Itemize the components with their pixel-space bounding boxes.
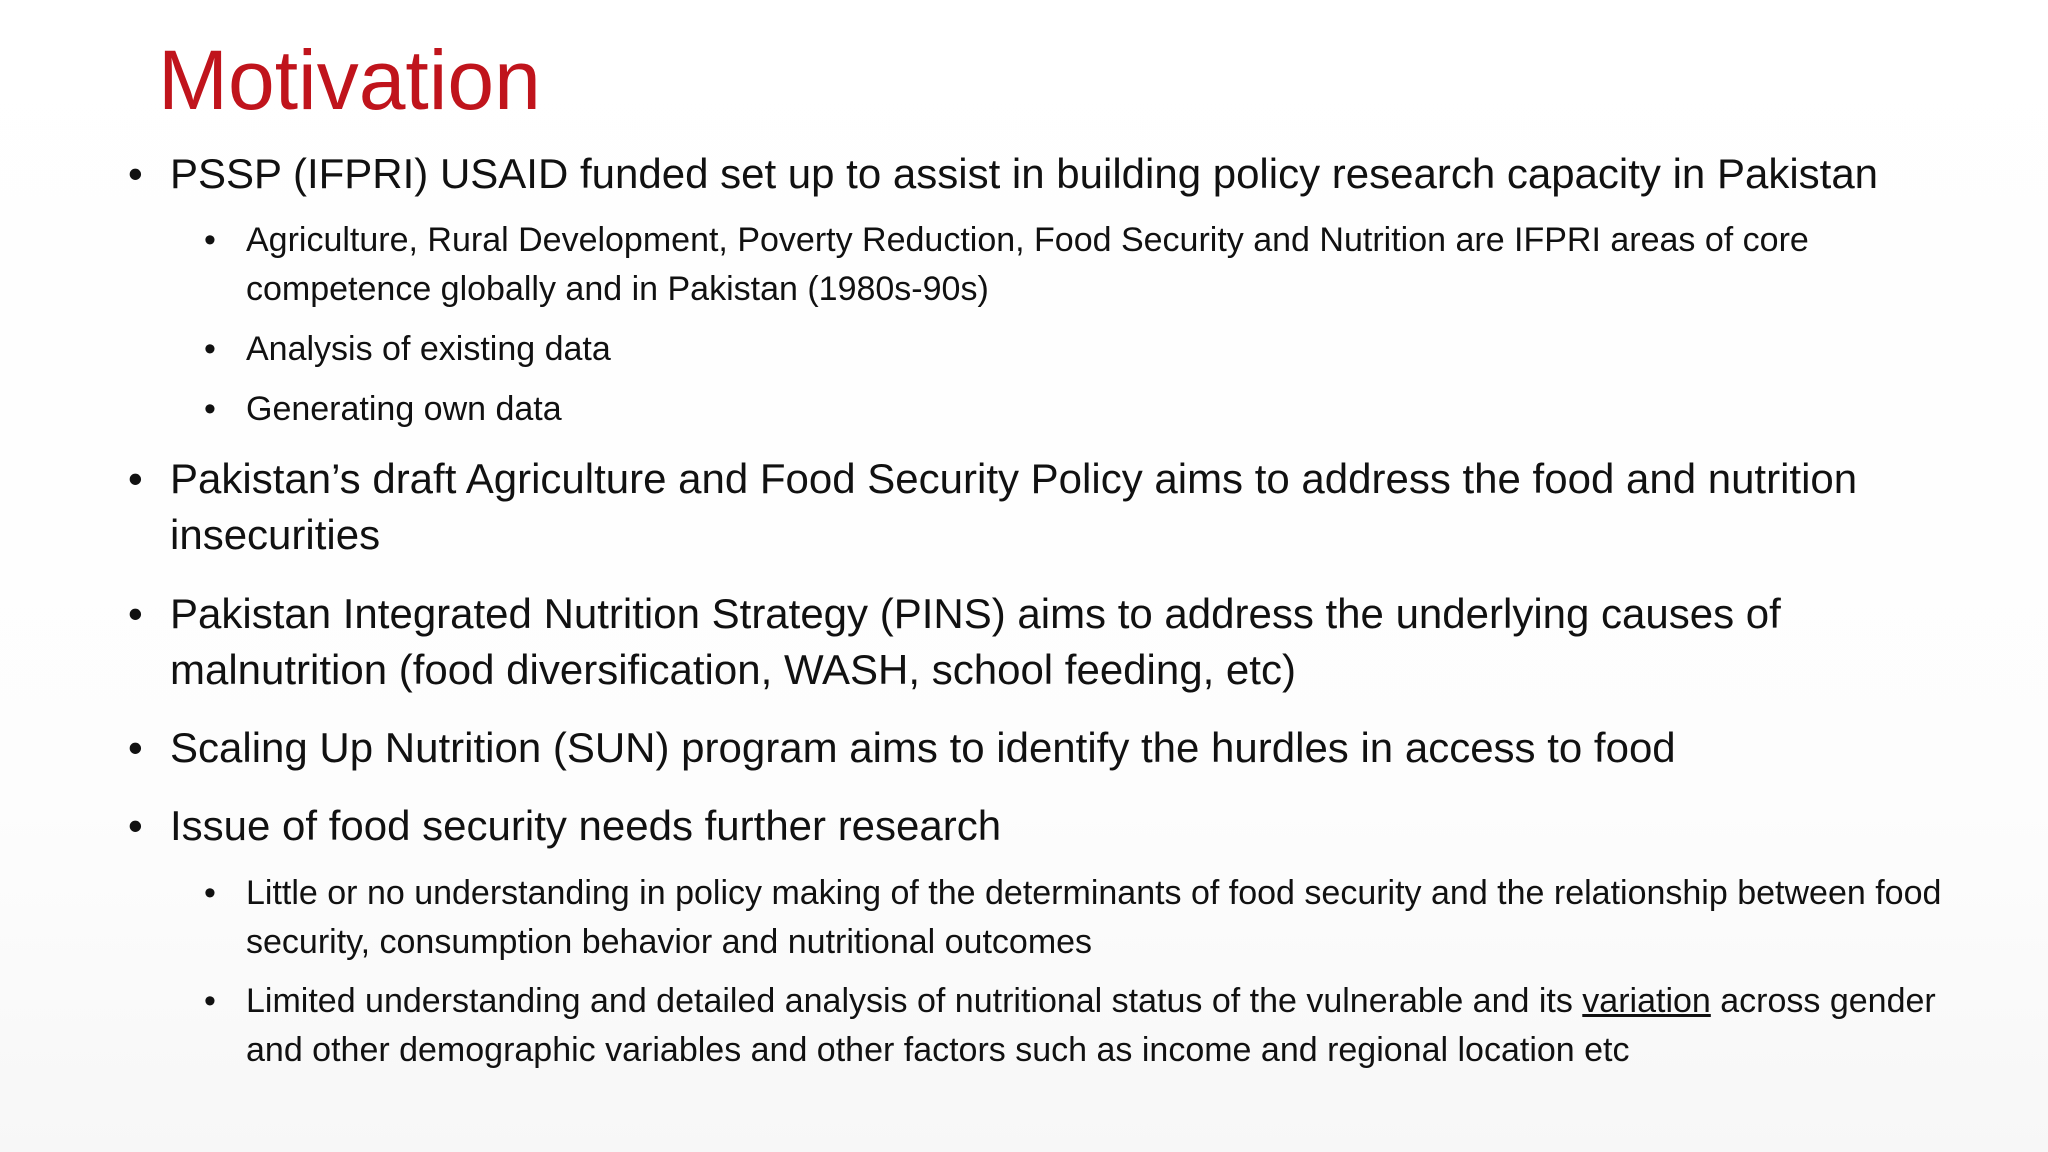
sub-bullet-dot: • [204, 982, 216, 1020]
bullet-sun [128, 720, 1968, 776]
bullet-list [128, 146, 1968, 1075]
bullet-text: Issue of food security needs further research [170, 802, 1002, 849]
sub-bullet-dot: • [204, 874, 216, 912]
bullet-text: PSSP (IFPRI) USAID funded set up to assist in building policy research capacity in Pakistan [170, 150, 1879, 197]
bullet-dot: • [128, 724, 143, 771]
sub-bullet-text: Generating own data [246, 390, 562, 428]
sub-bullet-existing-data [204, 325, 1968, 374]
bullet-dot: • [128, 150, 143, 197]
bullet-dot: • [128, 590, 143, 637]
sub-bullet-variation [204, 977, 1968, 1075]
underlined-word-variation: variation [1582, 982, 1711, 1020]
sub-bullet-dot: • [204, 221, 216, 259]
bullet-pssp [128, 146, 1968, 202]
sub-bullet-text-before: Limited understanding and detailed analysis of nutritional status of the vulnerable and its [246, 982, 1583, 1020]
bullet-pins [128, 586, 1968, 698]
bullet-text: Pakistan’s draft Agriculture and Food Security Policy aims to address the food and nutrition insecurities [170, 455, 1858, 558]
sub-bullet-own-data [204, 385, 1968, 434]
sub-bullet-text-after: across gender and other demographic variables and other factors such as income and regional location etc [246, 982, 1936, 1069]
bullet-dot: • [128, 455, 143, 502]
bullet-food-security-policy [128, 451, 1968, 563]
bullet-text: Scaling Up Nutrition (SUN) program aims to identify the hurdles in access to food [170, 724, 1676, 771]
sub-bullet-text: Agriculture, Rural Development, Poverty Reduction, Food Security and Nutrition are IFPRI areas of core competence globally and in Pakistan (1980s-90s) [246, 221, 1809, 308]
sub-bullet-text: Analysis of existing data [246, 330, 611, 368]
bullet-further-research [128, 798, 1968, 854]
bullet-text: Pakistan Integrated Nutrition Strategy (PINS) aims to address the underlying causes of malnutrition (food diversification, WASH, school feeding, etc) [170, 590, 1781, 693]
sub-bullet-determinants [204, 869, 1968, 967]
sub-bullet-text: Little or no understanding in policy making of the determinants of food security and the relationship between food security, consumption behavior and nutritional outcomes [246, 874, 1942, 961]
sub-bullet-dot: • [204, 390, 216, 428]
bullet-dot: • [128, 802, 143, 849]
slide-title: Motivation [158, 33, 541, 127]
sub-bullet-dot: • [204, 330, 216, 368]
sub-bullet-core-competence [204, 216, 1968, 314]
